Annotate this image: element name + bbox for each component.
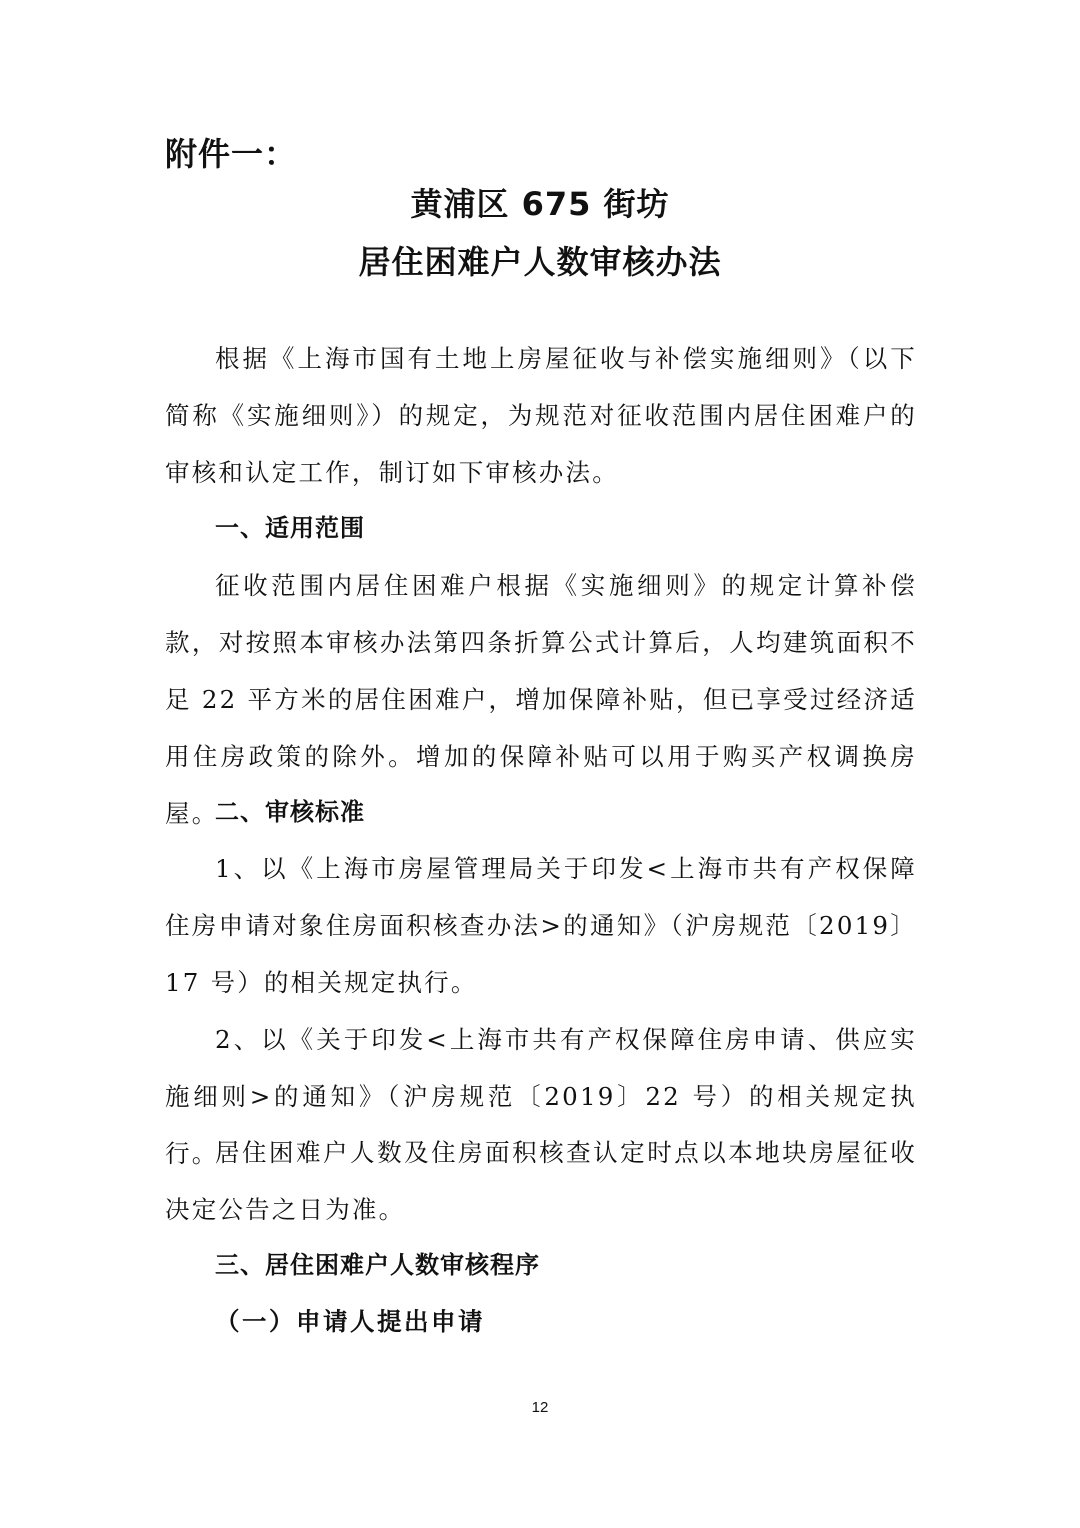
- page-number: 12: [531, 1399, 549, 1416]
- section3-heading: 三、居住困难户人数审核程序: [215, 1251, 540, 1279]
- document-title-line1: 黄浦区 675 街坊: [410, 185, 670, 223]
- section2-note: 居住困难户人数及住房面积核查认定时点以本地块房屋征收决定公告之日为准。: [165, 1138, 917, 1224]
- attachment-label: 附件一：: [165, 135, 298, 173]
- intro-paragraph: 根据《上海市国有土地上房屋征收与补偿实施细则》（以下简称《实施细则》）的规定，为规范对征收范围内居住困难户的审核和认定工作，制订如下审核办法。: [165, 344, 917, 487]
- section2-item1: 1、以《上海市房屋管理局关于印发<上海市共有产权保障住房申请对象住房面积核查办法>的通知》（沪房规范〔2019〕17 号）的相关规定执行。: [165, 854, 917, 997]
- section2-item2: 2、以《关于印发<上海市共有产权保障住房申请、供应实施细则>的通知》（沪房规范〔2019〕22 号）的相关规定执行。: [165, 1025, 917, 1168]
- document-title-line2: 居住困难户人数审核办法: [358, 243, 722, 281]
- section3-subheading: （一）申请人提出申请: [215, 1307, 485, 1336]
- section1-heading: 一、适用范围: [215, 514, 365, 542]
- section1-paragraph: 征收范围内居住困难户根据《实施细则》的规定计算补偿款，对按照本审核办法第四条折算公式计算后，人均建筑面积不足 22 平方米的居住困难户，增加保障补贴，但已享受过经济适用住房政策的除外。增加的保障补贴可以用于购买产权调换房屋。: [165, 571, 917, 828]
- section2-heading: 二、审核标准: [215, 798, 365, 826]
